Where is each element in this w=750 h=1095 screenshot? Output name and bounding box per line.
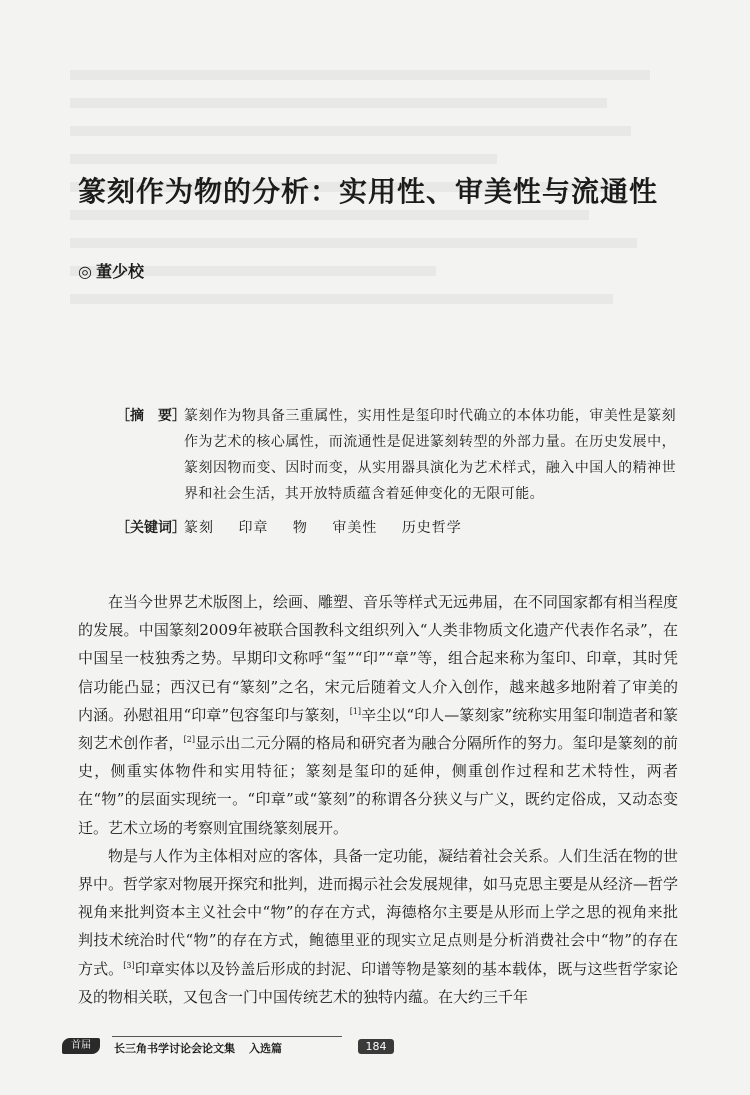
paragraph (78, 588, 678, 842)
footer-caption (114, 1040, 282, 1056)
page-footer (62, 1032, 682, 1058)
keywords-row (116, 515, 676, 541)
article-title: 篆刻作为物的分析：实用性、审美性与流通性 (78, 175, 659, 208)
show-through-texture (70, 70, 680, 370)
keyword: 印章 (238, 520, 269, 536)
author-line (78, 259, 144, 282)
page-number: 184 (358, 1039, 394, 1054)
keyword: 篆刻 (184, 520, 214, 536)
edition-badge: 首届 (62, 1038, 100, 1054)
paragraph-text: 辛尘以“印人—篆刻家”统称实用玺印制造者和篆刻艺术创作者， (78, 705, 678, 753)
keyword: 物 (292, 520, 308, 536)
paragraph-text: 显示出二元分隔的格局和研究者为融合分隔所作的努力。玺印是篆刻的前史，侧重实体物件和实用特征；篆刻是玺印的延伸，侧重创作过程和艺术特性，两者在“物”的层面实现统一。“印章”或“篆刻”的称谓各分狭义与广义，既约定俗成，又动态变迁。艺术立场的考察则宜围绕篆刻展开。 (78, 734, 678, 837)
keyword: 历史哲学 (401, 520, 462, 536)
keywords-label: ［关键词］ (116, 520, 186, 536)
collection-name: 长三角书学讨论会论文集 (114, 1042, 235, 1055)
keywords-list (184, 515, 482, 541)
author-name: 董少校 (95, 262, 144, 281)
abstract-text: 篆刻作为物具备三重属性，实用性是玺印时代确立的本体功能，审美性是篆刻作为艺术的核心属性，而流通性是促进篆刻转型的外部力量。在历史发展中，篆刻因物而变、因时而变，从实用器具演化为艺术样式，融入中国人的精神世界和社会生活，其开放特质蕴含着延伸变化的无限可能。 (184, 408, 676, 502)
section-name: 入选篇 (249, 1042, 282, 1055)
footer-rule (112, 1036, 342, 1037)
abstract-label: ［摘 要］ (116, 408, 186, 424)
paragraph-text: 物是与人作为主体相对应的客体，具备一定功能，凝结着社会关系。人们生活在物的世界中。哲学家对物展开探究和批判，进而揭示社会发展规律，如马克思主要是从经济—哲学视角来批判资本主义社会中“物”的存在方式，海德格尔主要是从形而上学之思的视角来批判技术统治时代“物”的存在方式，鲍德里亚的现实立足点则是分析消费社会中“物”的存在方式。 (78, 846, 679, 978)
paragraph-text: 在当今世界艺术版图上，绘画、雕塑、音乐等样式无远弗届，在不同国家都有相当程度的发展。中国篆刻2009年被联合国教科文组织列入“人类非物质文化遗产代表作名录”，在中国呈一枝独秀之势。早期印文称呼“玺”“印”“章”等，组合起来称为玺印、印章，其时凭信功能凸显；西汉已有“篆刻”之名，宋元后随着文人介入创作，越来越多地附着了审美的内涵。孙慰祖用“印章”包容玺印与篆刻， (78, 593, 679, 724)
keyword: 审美性 (332, 520, 378, 536)
abstract-row (116, 403, 676, 507)
footnote-ref: [2] (183, 735, 195, 745)
paragraph-text: 印章实体以及钤盖后形成的封泥、印谱等物是篆刻的基本载体，既与这些哲学家论及的物相关联，又包含一门中国传统艺术的独特内蕴。在大约三千年 (78, 959, 678, 1006)
author-mark: ◎ (78, 262, 92, 281)
paragraph (78, 842, 678, 1011)
footnote-ref: [3] (123, 960, 135, 970)
abstract-block (116, 403, 676, 541)
body-text (78, 588, 678, 1011)
footnote-ref: [1] (349, 706, 362, 716)
